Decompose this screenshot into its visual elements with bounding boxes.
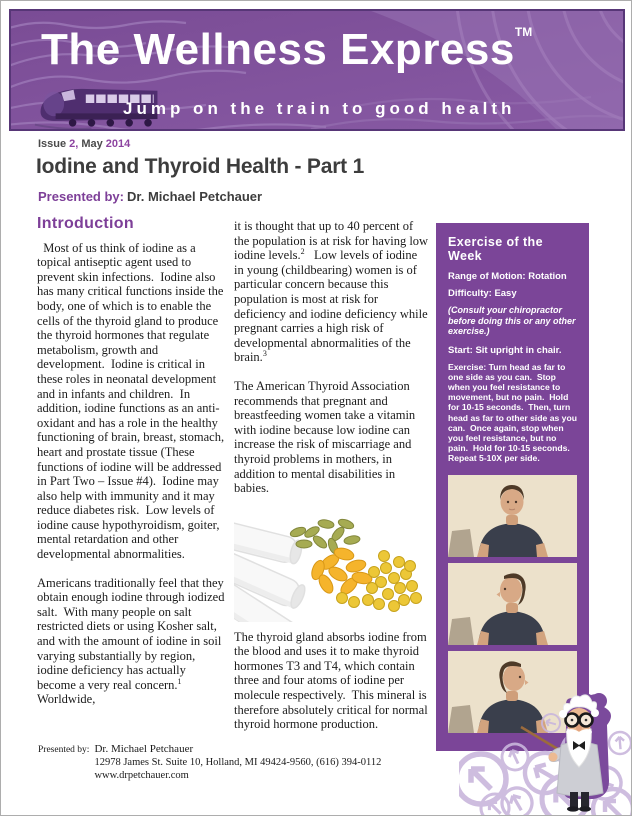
footer-presenter-name: Dr. Michael Petchauer: [94, 743, 194, 755]
exercise-instructions: Exercise: Turn head as far to one side as you can. Stop when you feel resistance to movement, but no pain. Hold for 10-15 seconds. Then, turn head as far to other side as you can. Once again, stop when you feel resistance, but no pain. Hold for 10-15 seconds. Repeat 5-10X per side.: [448, 361, 580, 464]
range-of-motion-line: Range of Motion: Rotation: [448, 271, 567, 282]
mid-paragraph-1-text: it is thought that up to 40 percent of the population is at risk for having low iodine levels.: [234, 219, 432, 263]
issue-line: [38, 138, 133, 150]
presented-by-line: [38, 189, 262, 204]
middle-column: [234, 219, 432, 746]
doctor-figure: [521, 693, 611, 812]
supplements-photo: [234, 510, 429, 622]
mid-paragraph-3: The thyroid gland absorbs iodine from the blood and uses it to make thyroid hormones T3 and T4, which contain three and four atoms of iodine per molecule respectively. This mineral is therefore absolutely critical for normal thyroid hormone production.: [234, 629, 431, 732]
exercise-photo-head-turned-left: [448, 563, 577, 645]
intro-paragraph-1: [37, 240, 228, 562]
intro-paragraph-2: [37, 575, 228, 707]
intro-paragraph-2-cont: Worldwide,: [37, 677, 188, 707]
masthead-title: [41, 25, 532, 75]
mid-paragraph-2: The American Thyroid Association recommends that pregnant and breastfeeding women take a vitamin with iodine because low iodine can increase the risk of miscarriage and thyroid problems in mothers, in addition to mental disabilities in babies.: [234, 378, 419, 496]
difficulty-line: Difficulty: Easy: [448, 288, 517, 299]
introduction-heading: Introduction: [37, 215, 134, 232]
mid-paragraph-1-cont: Low levels of iodine in young (childbearing) women is of particular concern because this population is most at risk for deficiency and iodine deficiency while pregnant carries a high risk of developmental abnormalities of the brain.: [234, 248, 431, 365]
presented-by-label: Presented by:: [38, 189, 124, 204]
intro-column: [37, 215, 228, 721]
trademark-symbol: TM: [514, 25, 533, 39]
masthead-title-text: The Wellness Express: [41, 25, 515, 74]
article-title: Iodine and Thyroid Health - Part 1: [36, 155, 365, 178]
chiropractor-note: (Consult your chiropractor before doing this or any other exercise.): [448, 305, 576, 336]
start-line: Start: Sit upright in chair.: [448, 344, 562, 356]
footer-website: www.drpetchauer.com: [94, 770, 189, 781]
issue-word: Issue: [38, 138, 67, 150]
masthead: [9, 9, 625, 131]
exercise-photo-facing-front: [448, 475, 577, 557]
footnote-ref-2: 2: [300, 247, 305, 257]
footer: [38, 743, 381, 781]
presenter-name: Dr. Michael Petchauer: [126, 189, 263, 204]
sidebar-heading: Exercise of the Week: [448, 235, 543, 263]
exercise-sidebar: [436, 223, 589, 751]
intro-paragraph-2-text: Americans traditionally feel that they obtain enough iodine through iodized salt. With many people on salt restricted diets or using Kosher salt, and with the amount of iodine in soil varying substantially by region, iodine deficiency has actually become a very real concern.: [37, 575, 228, 692]
mid-paragraph-1: [234, 219, 432, 365]
issue-year: 2014: [105, 138, 131, 150]
intro-paragraph-1-text: Most of us think of iodine as a topical antiseptic agent used to prevent skin infections. Iodine also has many critical functions inside the body, one of which is to enable the cells of the thyroid gland to produce the thyroid hormones that regulate metabolism, growth and development. Iodine is critical in these roles in neonatal development and in infants and children. In addition, iodine functions as an anti-oxidant and has a role in the healthy functioning of brain, breast, stomach, heart and prostate tissue (These functions of iodine will be addressed in Part Two – Issue #4). Iodine may also help with immunity and it may reduce diabetes risk. Low levels of iodine cause hypothyroidism, goiter, mental retardation and other developmental abnormalities.: [37, 240, 228, 562]
footer-presented-by-label: Presented by:: [38, 745, 90, 755]
footnote-ref-1: 1: [177, 676, 182, 686]
doctor-mascot: [459, 687, 631, 815]
footnote-ref-3: 3: [262, 349, 267, 359]
footer-contact-block: [94, 743, 381, 781]
issue-month: May: [81, 138, 103, 150]
issue-number: 2,: [69, 138, 79, 150]
masthead-tagline: Jump on the train to good health: [123, 99, 516, 118]
footer-address: 12978 James St. Suite 10, Holland, MI 49424-9560, (616) 394-0112: [94, 757, 382, 768]
